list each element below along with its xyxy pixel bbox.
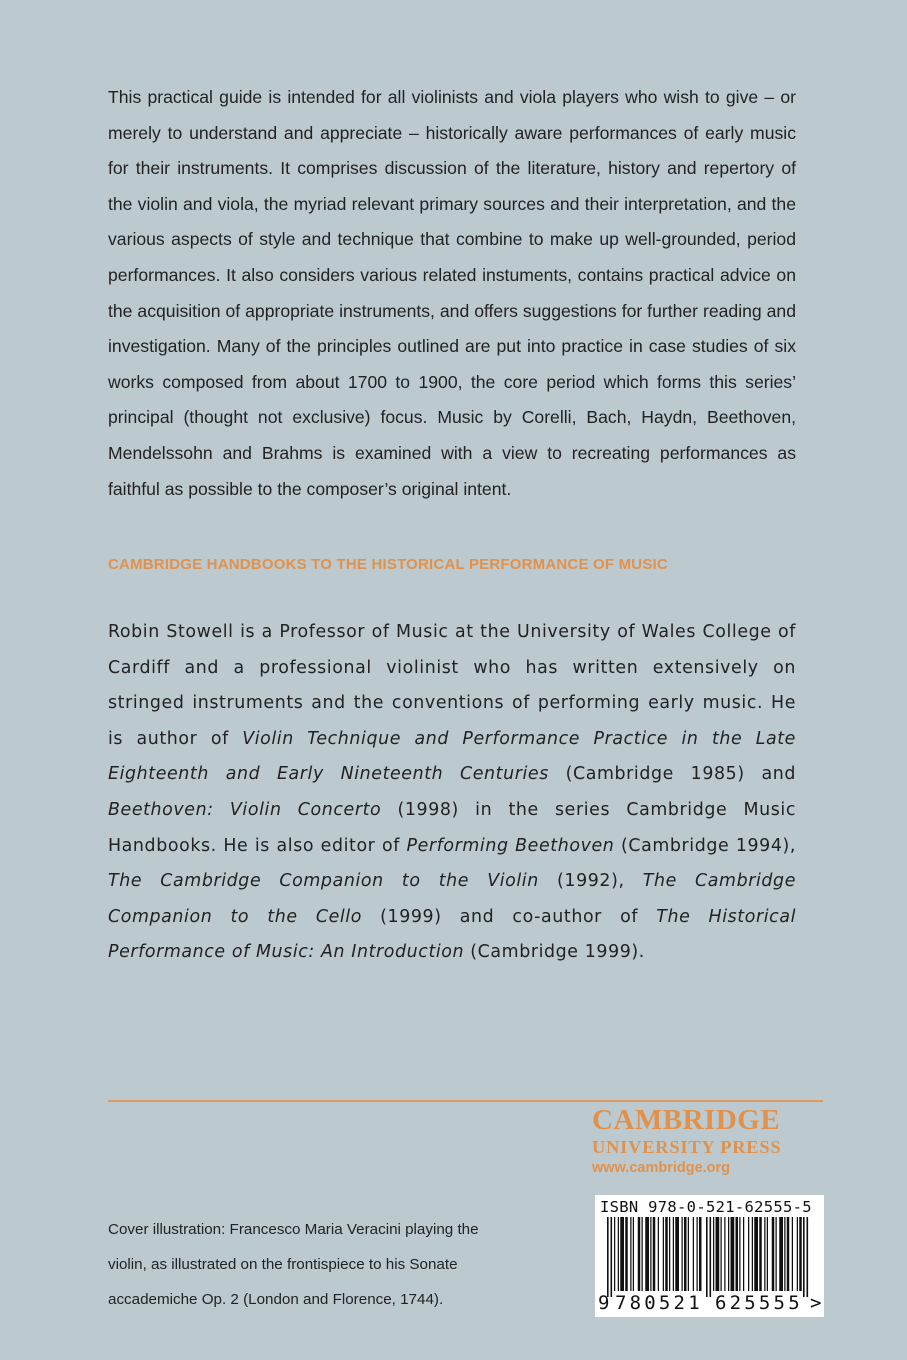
barcode-guard-bar	[611, 1217, 613, 1297]
barcode-bar	[699, 1217, 702, 1291]
barcode-bar	[697, 1217, 698, 1291]
barcode-bar	[724, 1217, 725, 1291]
book-title: The Cambridge Companion to the Violin	[108, 871, 539, 892]
barcode-bar	[743, 1217, 744, 1291]
bio-text: (1992),	[538, 871, 643, 892]
barcode-bar	[713, 1217, 714, 1291]
barcode-digit-lead: 9	[598, 1292, 610, 1314]
book-title: Performing Beethoven	[406, 835, 615, 856]
barcode-digit-tail: >	[810, 1292, 822, 1314]
publisher-logo	[592, 1104, 824, 1178]
barcode-bar	[653, 1217, 656, 1291]
barcode-bar	[693, 1217, 694, 1291]
bio-text: (Cambridge 1999).	[464, 942, 645, 963]
barcode-bar	[682, 1217, 683, 1291]
barcode-bar	[658, 1217, 659, 1291]
barcode-guard-bar	[607, 1217, 609, 1297]
isbn-label: ISBN 978-0-521-62555-5	[600, 1198, 812, 1216]
author-bio	[108, 615, 796, 971]
barcode-guard-bar	[710, 1217, 712, 1297]
barcode-digit-group: 625555	[715, 1292, 803, 1314]
barcode-bar	[669, 1217, 670, 1291]
book-title: Violin Technique and Performance Practice in the Late Eighteenth and Early Nineteenth Centuries	[108, 728, 796, 785]
barcode-bar	[748, 1217, 749, 1291]
barcode-bar	[787, 1217, 790, 1291]
barcode-bar	[650, 1217, 651, 1291]
barcode-bar	[779, 1217, 783, 1291]
cover-illustration-credit: Cover illustration: Francesco Maria Veracini playing the violin, as illustrated on the frontispiece to his Sonate accademiche Op. 2 (London and Florence, 1744).	[108, 1221, 479, 1308]
barcode-bar	[772, 1217, 775, 1291]
barcode-bar	[754, 1217, 758, 1291]
publisher-press: UNIVERSITY PRESS	[592, 1137, 782, 1157]
barcode-bar	[665, 1217, 668, 1291]
barcode-bar	[739, 1217, 740, 1291]
barcode-guard-bar	[706, 1217, 708, 1297]
bio-text: Robin Stowell is a Professor of Music at the University of Wales College of Cardiff and a professional violinist who has written extensively on stringed instruments and the conventions of performing early music. He is author of	[108, 622, 796, 749]
series-title: CAMBRIDGE HANDBOOKS TO THE HISTORICAL PERFORMANCE OF MUSIC	[108, 556, 668, 573]
barcode-bar	[625, 1217, 628, 1291]
barcode-bar	[752, 1217, 753, 1291]
barcode-guard-bar	[807, 1217, 809, 1297]
barcode-bar	[630, 1217, 631, 1291]
barcode-bar	[776, 1217, 777, 1291]
barcode-bar	[675, 1217, 679, 1291]
barcode-bar	[645, 1217, 649, 1291]
book-description: This practical guide is intended for all violinists and viola players who wish to give – or merely to understand and appreciate – historically aware performances of early music for their instruments. It comprises discussion of the literature, history and repertory of the violin and viola, the myriad relevant primary sources and their interpretation, and the various aspects of style and technique that combine to make up well-grounded, period performances. It also considers various related instuments, contains practical advice on the acquisition of appropriate instruments, and offers suggestions for further reading and investigation. Many of the principles outlined are put into practice in case studies of six works composed from about 1700 to 1900, the core period which forms this series’ principal (thought not exclusive) focus. Music by Corelli, Bach, Haydn, Beethoven, Mendelssohn and Brahms is examined with a view to recreating performances as faithful as possible to the composer’s original intent.	[108, 87, 796, 499]
barcode-bar	[688, 1217, 689, 1291]
book-title: The Cambridge Companion to the Cello	[108, 871, 796, 927]
barcode-bar	[620, 1217, 624, 1291]
barcode-bar	[767, 1217, 768, 1291]
isbn-barcode	[595, 1195, 824, 1317]
barcode-digit-group: 780521	[615, 1292, 703, 1314]
barcode-bar	[633, 1217, 634, 1291]
barcode-bar	[673, 1217, 674, 1291]
barcode-bar	[721, 1217, 722, 1291]
barcode-bar	[759, 1217, 762, 1291]
barcode-bar	[716, 1217, 720, 1291]
barcode-bar	[784, 1217, 785, 1291]
barcode-bar	[638, 1217, 641, 1291]
bio-text: (1998) in the series Cambridge Music Handbooks. He is also editor of	[108, 799, 796, 856]
barcode-bar	[618, 1217, 619, 1291]
divider-rule	[108, 1100, 823, 1102]
barcode-bar	[792, 1217, 793, 1291]
book-title: The Historical Performance of Music: An Introduction	[108, 906, 797, 963]
publisher-website: www.cambridge.org	[592, 1160, 731, 1176]
book-title: Beethoven: Violin Concerto	[108, 799, 382, 820]
barcode-guard-bar	[803, 1217, 805, 1297]
bio-text: (Cambridge 1985) and	[548, 764, 796, 785]
barcode-bar	[684, 1217, 687, 1291]
barcode-bar	[799, 1217, 802, 1291]
barcode-bar	[736, 1217, 739, 1291]
barcode-bar	[642, 1217, 643, 1291]
barcode-bar	[797, 1217, 798, 1291]
barcode-bar	[728, 1217, 729, 1291]
barcode-bar	[764, 1217, 765, 1291]
bio-text: (Cambridge 1994),	[614, 835, 796, 856]
bio-text: (1999) and co-author of	[361, 906, 657, 927]
barcode-bar	[663, 1217, 664, 1291]
barcode-bar	[731, 1217, 735, 1291]
publisher-name: CAMBRIDGE	[592, 1104, 781, 1136]
barcode-bar	[614, 1217, 615, 1291]
